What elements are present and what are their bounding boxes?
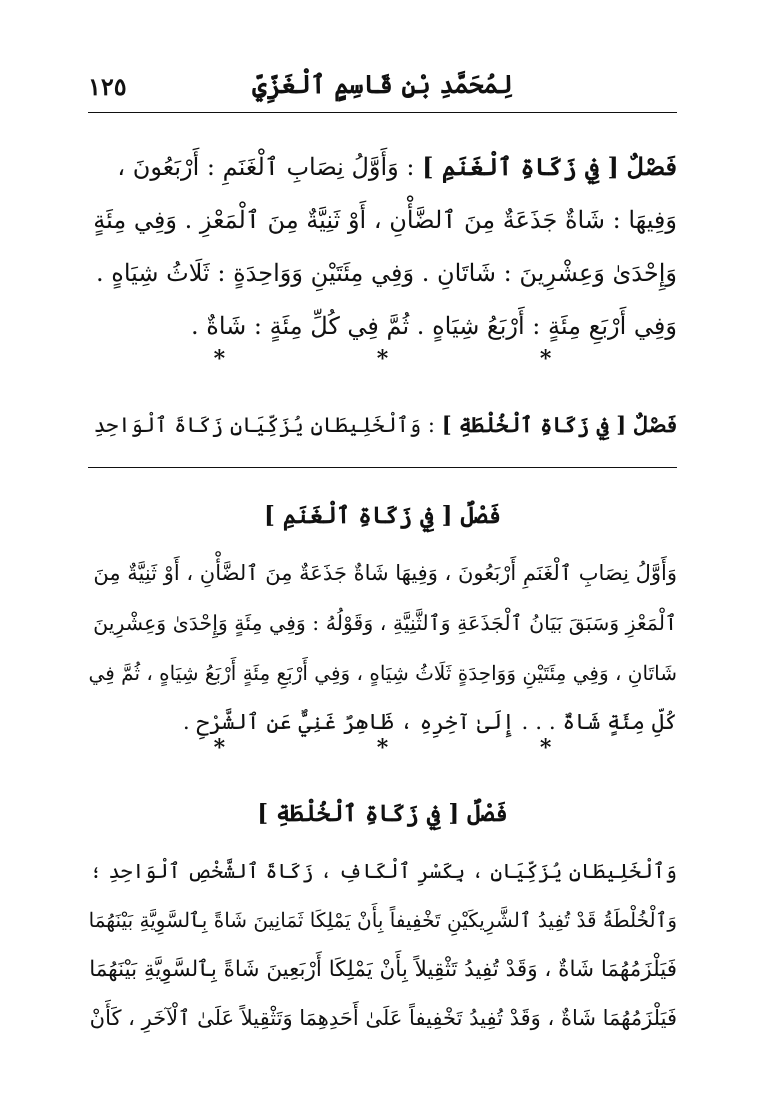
section-separator-stars: * * * (213, 735, 624, 761)
matn-line: وَفِي أَرْبَعِ مِئَةٍ : أَرْبَعُ شِيَاهٍ . ثُمَّ فِي كُلِّ مِئَةٍ : شَاةٌ . (191, 312, 677, 340)
sharh-line: ٱلْمَعْزِ وَسَبَقَ بَيَانُ ٱلْجَذَعَةِ وَٱلثَّنِيَّةِ ، وَقَوْلُهُ : وَفِي مِئَةٍ وَإِحْدَىٰ وَعِشْرِينَ (93, 611, 677, 635)
sharh-section-zakat-ghanam (88, 548, 677, 748)
sharh-line: شَاتَانِ ، وَفِي مِئَتَيْنِ وَوَاحِدَةٍ ثَلَاثُ شِيَاهٍ ، وَفِي أَرْبَعِ مِئَةٍ أَرْبَعُ شِيَاهٍ ، ثُمَّ فِي (88, 661, 677, 685)
section-separator-stars: * * * (213, 346, 624, 372)
sharh-line: وَٱلْخَلِيطَانِ يُزَكِّيَانِ ، بِكَسْرِ ٱلْكَافِ ، زَكَاةَ ٱلشَّخْصِ ٱلْوَاحِدِ ؛ (89, 859, 677, 883)
fasl-label: فَصْلٌ (626, 152, 677, 181)
matn-line: وَإِحْدَىٰ وَعِشْرِينَ : شَاتَانِ . وَفِي مِئَتَيْنِ وَوَاحِدَةٍ : ثَلَاثُ شِيَاهٍ . (96, 259, 677, 287)
sharh-heading-zakat-ghanam: فَصْلٌ [ فِي زَكَاةِ ٱلْغَنَمِ ] (264, 502, 501, 529)
sharh-section-zakat-khulta (88, 847, 677, 1043)
matn-line (88, 400, 677, 450)
header-rule (88, 112, 677, 113)
matn-line: وَفِيهَا : شَاةٌ جَذَعَةٌ مِنَ ٱلضَّأْنِ ، أَوْ ثَنِيَّةٌ مِنَ ٱلْمَعْزِ . وَفِي مِئَةٍ (93, 206, 677, 234)
matn-text: : وَأَوَّلُ نِصَابِ ٱلْغَنَمِ : أَرْبَعُونَ ، (117, 153, 415, 181)
fasl-label: فَصْلٌ (632, 412, 677, 437)
sharh-line: كُلِّ مِئَةٍ شَاةٌ . . . إِلَىٰ آخِرِهِ ، ظَاهِرٌ غَنِيٌّ عَنِ ٱلشَّرْحِ . (182, 710, 677, 735)
bracket-title: [ فِي زَكَاةِ ٱلْغَنَمِ ] (422, 152, 619, 181)
sharh-line: فَيَلْزَمُهُمَا شَاةٌ ، وَقَدْ تُفِيدُ تَثْقِيلاً بِأَنْ يَمْلِكَا أَرْبَعِينَ شَاةً بِٱلسَّوِيَّةِ بَيْنَهُمَا (89, 957, 677, 982)
page-number: ١٢٥ (88, 72, 127, 101)
bracket-title: [ فِي زَكَاةِ ٱلْخُلْطَةِ ] (441, 412, 627, 437)
matn-line (88, 140, 677, 194)
running-title: لِمُحَمَّدِ بْنِ قَاسِمٍ ٱلْغَزِّيِّ (252, 70, 513, 99)
matn-sharh-divider (88, 467, 677, 468)
sharh-heading-zakat-khulta: فَصْلٌ [ فِي زَكَاةِ ٱلْخُلْطَةِ ] (257, 800, 508, 827)
sharh-line: وَٱلْخُلْطَةُ قَدْ تُفِيدُ ٱلشَّرِيكَيْنِ تَخْفِيفاً بِأَنْ يَمْلِكَا ثَمَانِينَ شَاةً بِٱلسَّوِيَّةِ بَيْنَهُمَا (88, 908, 677, 932)
page-header (88, 70, 677, 110)
matn-section-zakat-khulta (88, 400, 677, 450)
sharh-line: فَيَلْزَمُهُمَا شَاةٌ ، وَقَدْ تُفِيدُ تَخْفِيفاً عَلَىٰ أَحَدِهِمَا وَتَثْقِيلاً عَلَىٰ ٱلْآخَرِ ، كَأَنْ (89, 1006, 677, 1030)
sharh-line: وَأَوَّلُ نِصَابِ ٱلْغَنَمِ أَرْبَعُونَ ، وَفِيهَا شَاةٌ جَذَعَةٌ مِنَ ٱلضَّأْنِ ، أَوْ ثَنِيَّةٌ مِنَ (93, 561, 677, 585)
matn-section-zakat-ghanam (88, 140, 677, 353)
matn-text: : وَٱلْخَلِيطَانِ يُزَكِّيَانِ زَكَاةَ ٱلْوَاحِدِ (93, 413, 435, 437)
